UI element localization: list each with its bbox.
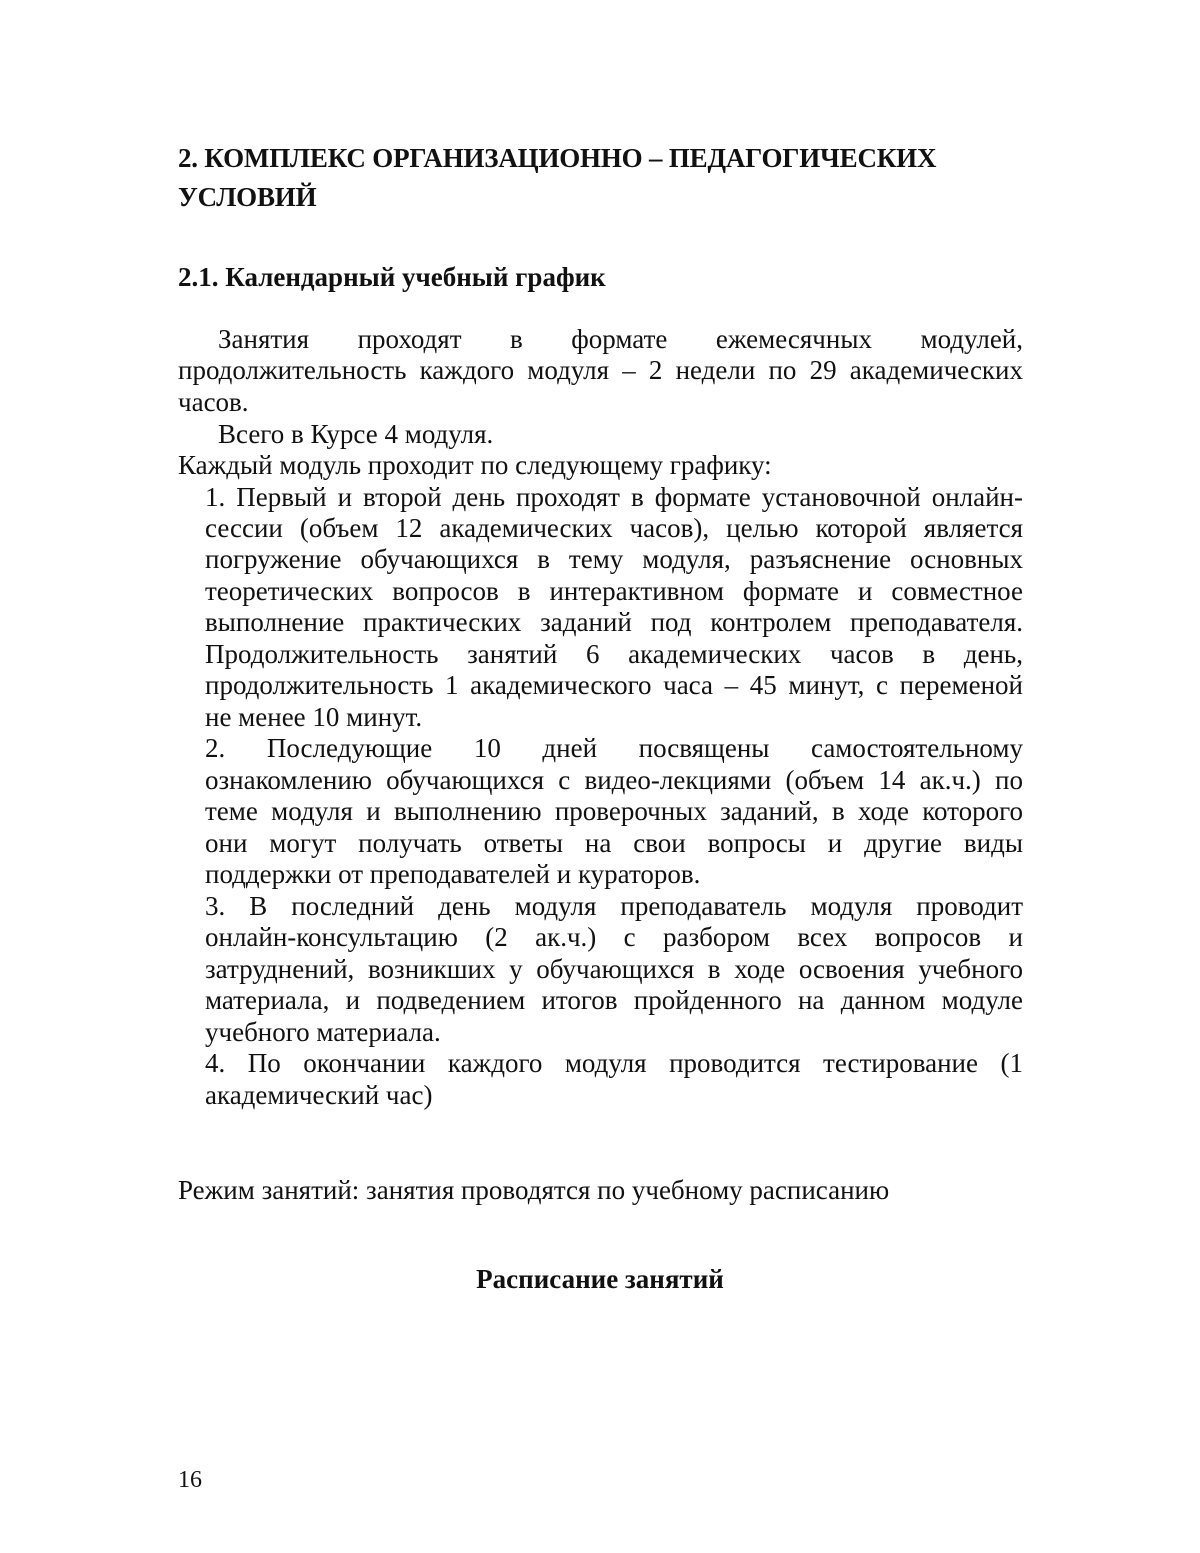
list-item-line: они могут получать ответы на свои вопросы и другие виды [205,828,1023,858]
section-heading-line-1: 2. КОМПЛЕКС ОРГАНИЗАЦИОННО – ПЕДАГОГИЧЕСКИХ [178,143,937,173]
list-item-line: теме модуля и выполнению проверочных заданий, в ходе которого [205,796,1023,826]
list-item-line: Продолжительность занятий 6 академических часов в день, [205,639,1023,669]
schedule-lead-text: Каждый модуль проходит по следующему графику: [178,450,772,480]
intro-line: часов. [178,387,249,417]
list-item-line: 2. Последующие 10 дней посвящены самостоятельному [205,733,1023,763]
list-item-line: 1. Первый и второй день проходят в формате установочной онлайн- [205,482,1023,512]
list-item-line: затруднений, возникших у обучающихся в ходе освоения учебного [205,954,1023,984]
page-number: 16 [178,1467,202,1493]
list-item-line: погружение обучающихся в тему модуля, разъяснение основных [205,544,1023,574]
list-item-line: выполнение практических заданий под контролем преподавателя. [205,607,1023,637]
list-item-line: теоретических вопросов в интерактивном формате и совместное [205,576,1023,606]
list-item-line: учебного материала. [205,1017,441,1047]
list-item-line: онлайн-консультацию (2 ак.ч.) с разбором всех вопросов и [205,922,1023,952]
list-item-line: 3. В последний день модуля преподаватель модуля проводит [205,891,1023,921]
intro-line: Занятия проходят в формате ежемесячных модулей, [218,324,1023,354]
list-item-line: 4. По окончании каждого модуля проводится тестирование (1 [205,1048,1023,1078]
mode-text: Режим занятий: занятия проводятся по учебному расписанию [178,1175,890,1205]
section-heading-line-2: УСЛОВИЙ [178,182,317,212]
list-item-line: академический час) [205,1080,433,1110]
total-modules-text: Всего в Курсе 4 модуля. [218,419,494,449]
intro-line: продолжительность каждого модуля – 2 недели по 29 академических [178,355,1023,385]
list-item-line: не менее 10 минут. [205,702,423,732]
list-item-line: продолжительность 1 академического часа – 45 минут, с переменой [205,670,1023,700]
subsection-heading: 2.1. Календарный учебный график [178,262,606,292]
list-item-line: ознакомлению обучающихся с видео-лекциями (объем 14 ак.ч.) по [205,765,1023,795]
list-item-line: поддержки от преподавателей и кураторов. [205,859,701,889]
schedule-title: Расписание занятий [476,1264,724,1294]
list-item-line: сессии (объем 12 академических часов), целью которой является [205,513,1023,543]
list-item-line: материала, и подведением итогов пройденного на данном модуле [205,985,1023,1015]
